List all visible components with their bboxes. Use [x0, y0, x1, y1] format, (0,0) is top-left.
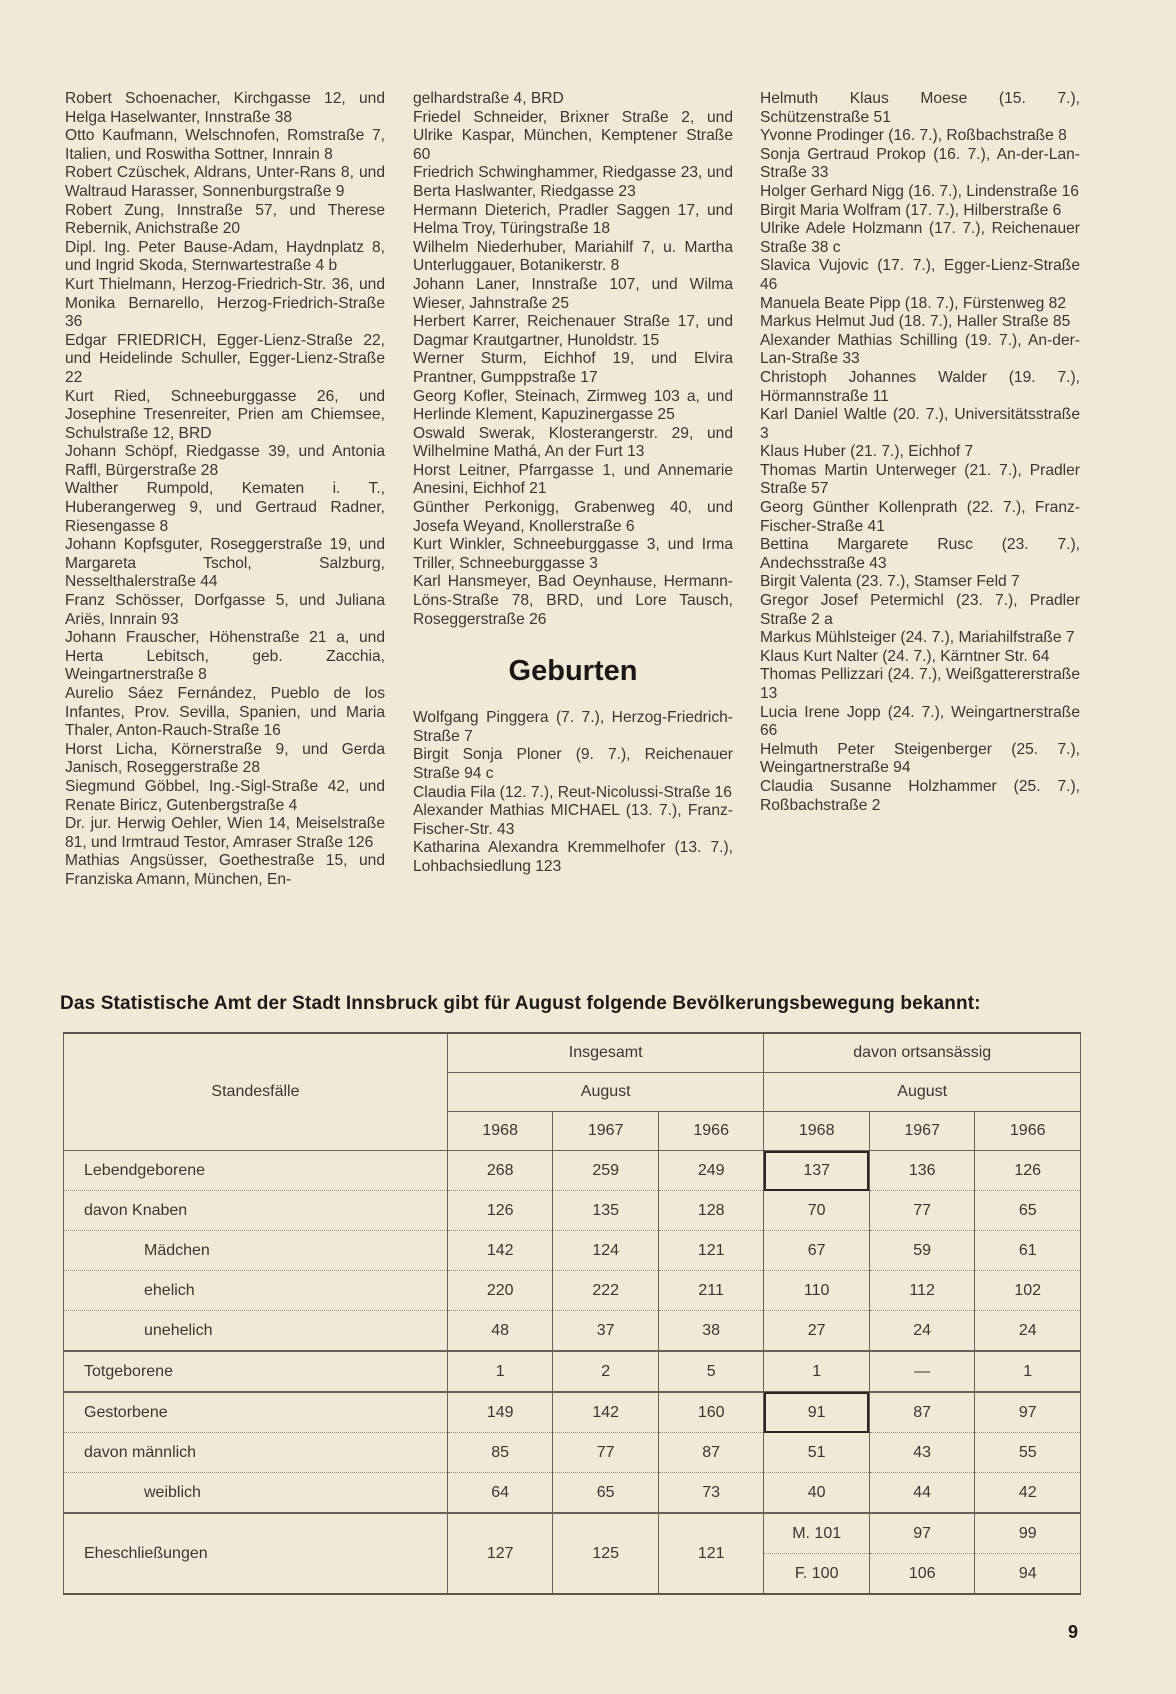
list-entry: Kurt Winkler, Schneeburggasse 3, und Irma Triller, Schneeburggasse 3: [413, 536, 733, 572]
list-entry: Georg Günther Kollenprath (22. 7.), Franz-Fischer-Straße 41: [760, 499, 1080, 535]
table-cell: 136: [869, 1151, 975, 1191]
table-cell: F. 100: [764, 1554, 870, 1595]
col-header-month: August: [764, 1073, 1081, 1112]
births-heading: Geburten: [508, 655, 638, 688]
row-label: Totgeborene: [64, 1351, 448, 1392]
list-entry: Kurt Ried, Schneeburggasse 26, und Josephine Tresenreiter, Prien am Chiemsee, Schulstraße 12, BRD: [65, 387, 385, 442]
list-entry: Helmuth Klaus Moese (15. 7.), Schützenstraße 51: [760, 90, 1080, 126]
row-label: unehelich: [64, 1311, 448, 1352]
table-cell: 1: [764, 1351, 870, 1392]
table-cell: 2: [553, 1351, 659, 1392]
table-cell: 1: [447, 1351, 553, 1392]
table-row: [64, 1231, 1081, 1271]
table-cell: 97: [869, 1513, 975, 1554]
table-cell: 42: [975, 1473, 1081, 1514]
table-cell: 65: [975, 1191, 1081, 1231]
table-row: [64, 1392, 1081, 1433]
list-entry: Thomas Martin Unterweger (21. 7.), Pradler Straße 57: [760, 461, 1080, 498]
list-entry: Ulrike Adele Holzmann (17. 7.), Reichenauer Straße 38 c: [760, 220, 1080, 256]
list-entry: Helmuth Peter Steigenberger (25. 7.), Weingartnerstraße 94: [760, 740, 1080, 777]
table-cell: 65: [553, 1473, 659, 1514]
table-cell: —: [869, 1351, 975, 1392]
list-entry: Claudia Susanne Holzhammer (25. 7.), Roßbachstraße 2: [760, 777, 1080, 814]
table-cell: 137: [764, 1151, 870, 1191]
list-entry: Mathias Angsüsser, Goethestraße 15, und Franziska Amann, München, En-: [65, 852, 385, 888]
table-cell: 259: [553, 1151, 659, 1191]
table-cell: 67: [764, 1231, 870, 1271]
table-cell: 64: [447, 1473, 553, 1514]
list-entry: Manuela Beate Pipp (18. 7.), Fürstenweg 82: [760, 294, 1066, 312]
table-cell: 249: [658, 1151, 764, 1191]
table-row: [64, 1271, 1081, 1311]
col-header-ortsansaessig: davon ortsansässig: [764, 1033, 1081, 1073]
list-entry: Klaus Kurt Nalter (24. 7.), Kärntner Str. 64: [760, 647, 1050, 665]
table-cell: 128: [658, 1191, 764, 1231]
list-entry: Dr. jur. Herwig Oehler, Wien 14, Meiselstraße 81, und Irmtraud Testor, Amraser Straße 126: [65, 815, 385, 851]
row-label: Mädchen: [64, 1231, 448, 1271]
table-cell: 142: [553, 1392, 659, 1433]
table-cell: 73: [658, 1473, 764, 1514]
year-header: 1967: [553, 1112, 659, 1151]
list-entry: Markus Helmut Jud (18. 7.), Haller Straße 85: [760, 313, 1071, 331]
list-entry: Sonja Gertraud Prokop (16. 7.), An-der-Lan-Straße 33: [760, 145, 1080, 182]
list-entry: Slavica Vujovic (17. 7.), Egger-Lienz-Straße 46: [760, 257, 1080, 293]
table-cell: 121: [658, 1231, 764, 1271]
year-header: 1968: [764, 1112, 870, 1151]
list-entry: Oswald Swerak, Klosterangerstr. 29, und Wilhelmine Mathá, An der Furt 13: [413, 424, 733, 461]
list-entry: Johann Schöpf, Riedgasse 39, und Antonia Raffl, Bürgerstraße 28: [65, 443, 385, 479]
row-label: davon männlich: [64, 1433, 448, 1473]
table-cell: 135: [553, 1191, 659, 1231]
table-row: [64, 1191, 1081, 1231]
list-entry: Karl Daniel Waltle (20. 7.), Universitätsstraße 3: [760, 406, 1080, 442]
table-cell: 126: [975, 1151, 1081, 1191]
list-entry: Johann Laner, Innstraße 107, und Wilma Wieser, Jahnstraße 25: [413, 275, 733, 312]
list-entry: Dipl. Ing. Peter Bause-Adam, Haydnplatz 8, und Ingrid Skoda, Sternwartestraße 4 b: [65, 238, 385, 275]
table-cell: 127: [447, 1513, 553, 1594]
year-header: 1966: [975, 1112, 1081, 1151]
list-entry: Friedrich Schwinghammer, Riedgasse 23, und Berta Haslwanter, Riedgasse 23: [413, 164, 733, 200]
list-entry: Herbert Karrer, Reichenauer Straße 17, und Dagmar Krautgartner, Hunoldstr. 15: [413, 313, 733, 349]
list-entry: Klaus Huber (21. 7.), Eichhof 7: [760, 443, 974, 461]
table-cell: 87: [658, 1433, 764, 1473]
col-header-month: August: [447, 1073, 764, 1112]
row-label: ehelich: [64, 1271, 448, 1311]
table-cell: 61: [975, 1231, 1081, 1271]
table-row: [64, 1473, 1081, 1514]
table-cell: 38: [658, 1311, 764, 1352]
list-entry: Wilhelm Niederhuber, Mariahilf 7, u. Martha Unterluggauer, Botanikerstr. 8: [413, 238, 733, 275]
year-header: 1966: [658, 1112, 764, 1151]
table-cell: 142: [447, 1231, 553, 1271]
list-entry: Werner Sturm, Eichhof 19, und Elvira Prantner, Gumppstraße 17: [413, 350, 733, 386]
col-header-standesfaelle: Standesfälle: [64, 1033, 448, 1151]
marriages-column-1: [65, 90, 385, 890]
list-entry: Bettina Margarete Rusc (23. 7.), Andechsstraße 43: [760, 536, 1080, 572]
table-cell: 149: [447, 1392, 553, 1433]
table-cell: 40: [764, 1473, 870, 1514]
table-cell: 126: [447, 1191, 553, 1231]
year-header: 1967: [869, 1112, 975, 1151]
row-label: Eheschließungen: [64, 1513, 448, 1594]
list-entry: Markus Mühlsteiger (24. 7.), Mariahilfstraße 7: [760, 629, 1075, 647]
table-row: [64, 1433, 1081, 1473]
list-entry: Wolfgang Pinggera (7. 7.), Herzog-Friedrich-Straße 7: [413, 709, 733, 745]
list-entry: Christoph Johannes Walder (19. 7.), Hörmannstraße 11: [760, 368, 1080, 405]
table-cell: 48: [447, 1311, 553, 1352]
table-cell: 94: [975, 1554, 1081, 1595]
list-entry: Alexander Mathias MICHAEL (13. 7.), Franz-Fischer-Str. 43: [413, 802, 733, 838]
list-entry: gelhardstraße 4, BRD: [413, 90, 564, 107]
row-label: Gestorbene: [64, 1392, 448, 1433]
list-entry: Alexander Mathias Schilling (19. 7.), An-der-Lan-Straße 33: [760, 331, 1080, 368]
list-entry: Horst Leitner, Pfarrgasse 1, und Annemarie Anesini, Eichhof 21: [413, 461, 733, 498]
table-row: [64, 1311, 1081, 1352]
col-header-insgesamt: Insgesamt: [447, 1033, 764, 1073]
list-entry: Hermann Dieterich, Pradler Saggen 17, und Helma Troy, Türingstraße 18: [413, 201, 733, 238]
list-entry: Robert Zung, Innstraße 57, und Therese Rebernik, Anichstraße 20: [65, 201, 385, 238]
table-cell: 99: [975, 1513, 1081, 1554]
list-entry: Günther Perkonigg, Grabenweg 40, und Josefa Weyand, Knollerstraße 6: [413, 499, 733, 535]
table-cell: 91: [764, 1392, 870, 1433]
table-cell: 106: [869, 1554, 975, 1595]
table-cell: 44: [869, 1473, 975, 1514]
table-cell: 59: [869, 1231, 975, 1271]
table-cell: M. 101: [764, 1513, 870, 1554]
table-cell: 24: [975, 1311, 1081, 1352]
list-entry: Birgit Sonja Ploner (9. 7.), Reichenauer Straße 94 c: [413, 746, 733, 782]
page-number: 9: [1068, 1622, 1079, 1642]
table-cell: 268: [447, 1151, 553, 1191]
table-cell: 160: [658, 1392, 764, 1433]
table-cell: 121: [658, 1513, 764, 1594]
statistics-heading: Das Statistische Amt der Stadt Innsbruck gibt für August folgende Bevölkerungsbewegung bekannt:: [60, 993, 981, 1014]
list-entry: Thomas Pellizzari (24. 7.), Weißgattererstraße 13: [760, 666, 1080, 702]
table-cell: 125: [553, 1513, 659, 1594]
list-entry: Holger Gerhard Nigg (16. 7.), Lindenstraße 16: [760, 182, 1079, 200]
list-entry: Katharina Alexandra Kremmelhofer (13. 7.), Lohbachsiedlung 123: [413, 839, 733, 875]
row-label: Lebendgeborene: [64, 1151, 448, 1191]
table-row: [64, 1151, 1081, 1191]
list-entry: Aurelio Sáez Fernández, Pueblo de los Infantes, Prov. Sevilla, Spanien, und Maria Thaler, Anton-Rauch-Straße 16: [65, 685, 385, 740]
table-cell: 37: [553, 1311, 659, 1352]
list-entry: Franz Schösser, Dorfgasse 5, und Juliana Ariës, Innrain 93: [65, 592, 385, 628]
list-entry: Birgit Valenta (23. 7.), Stamser Feld 7: [760, 573, 1020, 591]
row-label: weiblich: [64, 1473, 448, 1514]
list-entry: Walther Rumpold, Kematen i. T., Huberangerweg 9, und Gertraud Radner, Riesengasse 8: [65, 480, 385, 535]
table-cell: 124: [553, 1231, 659, 1271]
row-label: davon Knaben: [64, 1191, 448, 1231]
list-entry: Georg Kofler, Steinach, Zirmweg 103 a, und Herlinde Klement, Kapuzinergasse 25: [413, 387, 733, 424]
list-entry: Claudia Fila (12. 7.), Reut-Nicolussi-Straße 16: [413, 783, 732, 801]
table-row: [64, 1351, 1081, 1392]
list-entry: Siegmund Göbbel, Ing.-Sigl-Straße 42, und Renate Biricz, Gutenbergstraße 4: [65, 777, 385, 814]
table-cell: 220: [447, 1271, 553, 1311]
list-entry: Birgit Maria Wolfram (17. 7.), Hilberstraße 6: [760, 201, 1062, 219]
births-column-3: [760, 90, 1080, 815]
table-cell: 5: [658, 1351, 764, 1392]
table-cell: 1: [975, 1351, 1081, 1392]
table-cell: 27: [764, 1311, 870, 1352]
table-cell: 55: [975, 1433, 1081, 1473]
list-entry: Yvonne Prodinger (16. 7.), Roßbachstraße 8: [760, 127, 1067, 145]
table-cell: 97: [975, 1392, 1081, 1433]
table-cell: 110: [764, 1271, 870, 1311]
table-cell: 211: [658, 1271, 764, 1311]
list-entry: Robert Czüschek, Aldrans, Unter-Rans 8, und Waltraud Harasser, Sonnenburgstraße 9: [65, 164, 385, 200]
table-cell: 102: [975, 1271, 1081, 1311]
table-cell: 85: [447, 1433, 553, 1473]
table-cell: 43: [869, 1433, 975, 1473]
list-entry: Robert Schoenacher, Kirchgasse 12, und Helga Haselwanter, Innstraße 38: [65, 90, 385, 126]
list-entry: Johann Kopfsguter, Roseggerstraße 19, und Margareta Tschol, Salzburg, Nesselthalerstraße 44: [65, 536, 385, 591]
year-header: 1968: [447, 1112, 553, 1151]
list-entry: Karl Hansmeyer, Bad Oeynhause, Hermann-Löns-Straße 78, BRD, und Lore Tausch, Roseggerstraße 26: [413, 573, 733, 628]
list-entry: Johann Frauscher, Höhenstraße 21 a, und Herta Lebitsch, geb. Zacchia, Weingartnerstraße 8: [65, 629, 385, 684]
list-entry: Friedel Schneider, Brixner Straße 2, und Ulrike Kaspar, München, Kemptener Straße 60: [413, 108, 733, 163]
table-cell: 222: [553, 1271, 659, 1311]
list-entry: Edgar FRIEDRICH, Egger-Lienz-Straße 22, und Heidelinde Schuller, Egger-Lienz-Straße 22: [65, 331, 385, 386]
table-cell: 77: [869, 1191, 975, 1231]
table-cell: 87: [869, 1392, 975, 1433]
marriages-column-2: [413, 90, 733, 877]
population-statistics-table: [63, 1032, 1081, 1595]
table-cell: 51: [764, 1433, 870, 1473]
table-cell: 112: [869, 1271, 975, 1311]
list-entry: Gregor Josef Petermichl (23. 7.), Pradler Straße 2 a: [760, 592, 1080, 628]
table-row: [64, 1513, 1081, 1554]
list-entry: Otto Kaufmann, Welschnofen, Romstraße 7, Italien, und Roswitha Sottner, Innrain 8: [65, 127, 385, 163]
list-entry: Kurt Thielmann, Herzog-Friedrich-Str. 36, und Monika Bernarello, Herzog-Friedrich-Straße 36: [65, 275, 385, 331]
list-entry: Horst Licha, Körnerstraße 9, und Gerda Janisch, Roseggerstraße 28: [65, 740, 385, 777]
table-cell: 24: [869, 1311, 975, 1352]
table-cell: 77: [553, 1433, 659, 1473]
list-entry: Lucia Irene Jopp (24. 7.), Weingartnerstraße 66: [760, 703, 1080, 740]
table-cell: 70: [764, 1191, 870, 1231]
